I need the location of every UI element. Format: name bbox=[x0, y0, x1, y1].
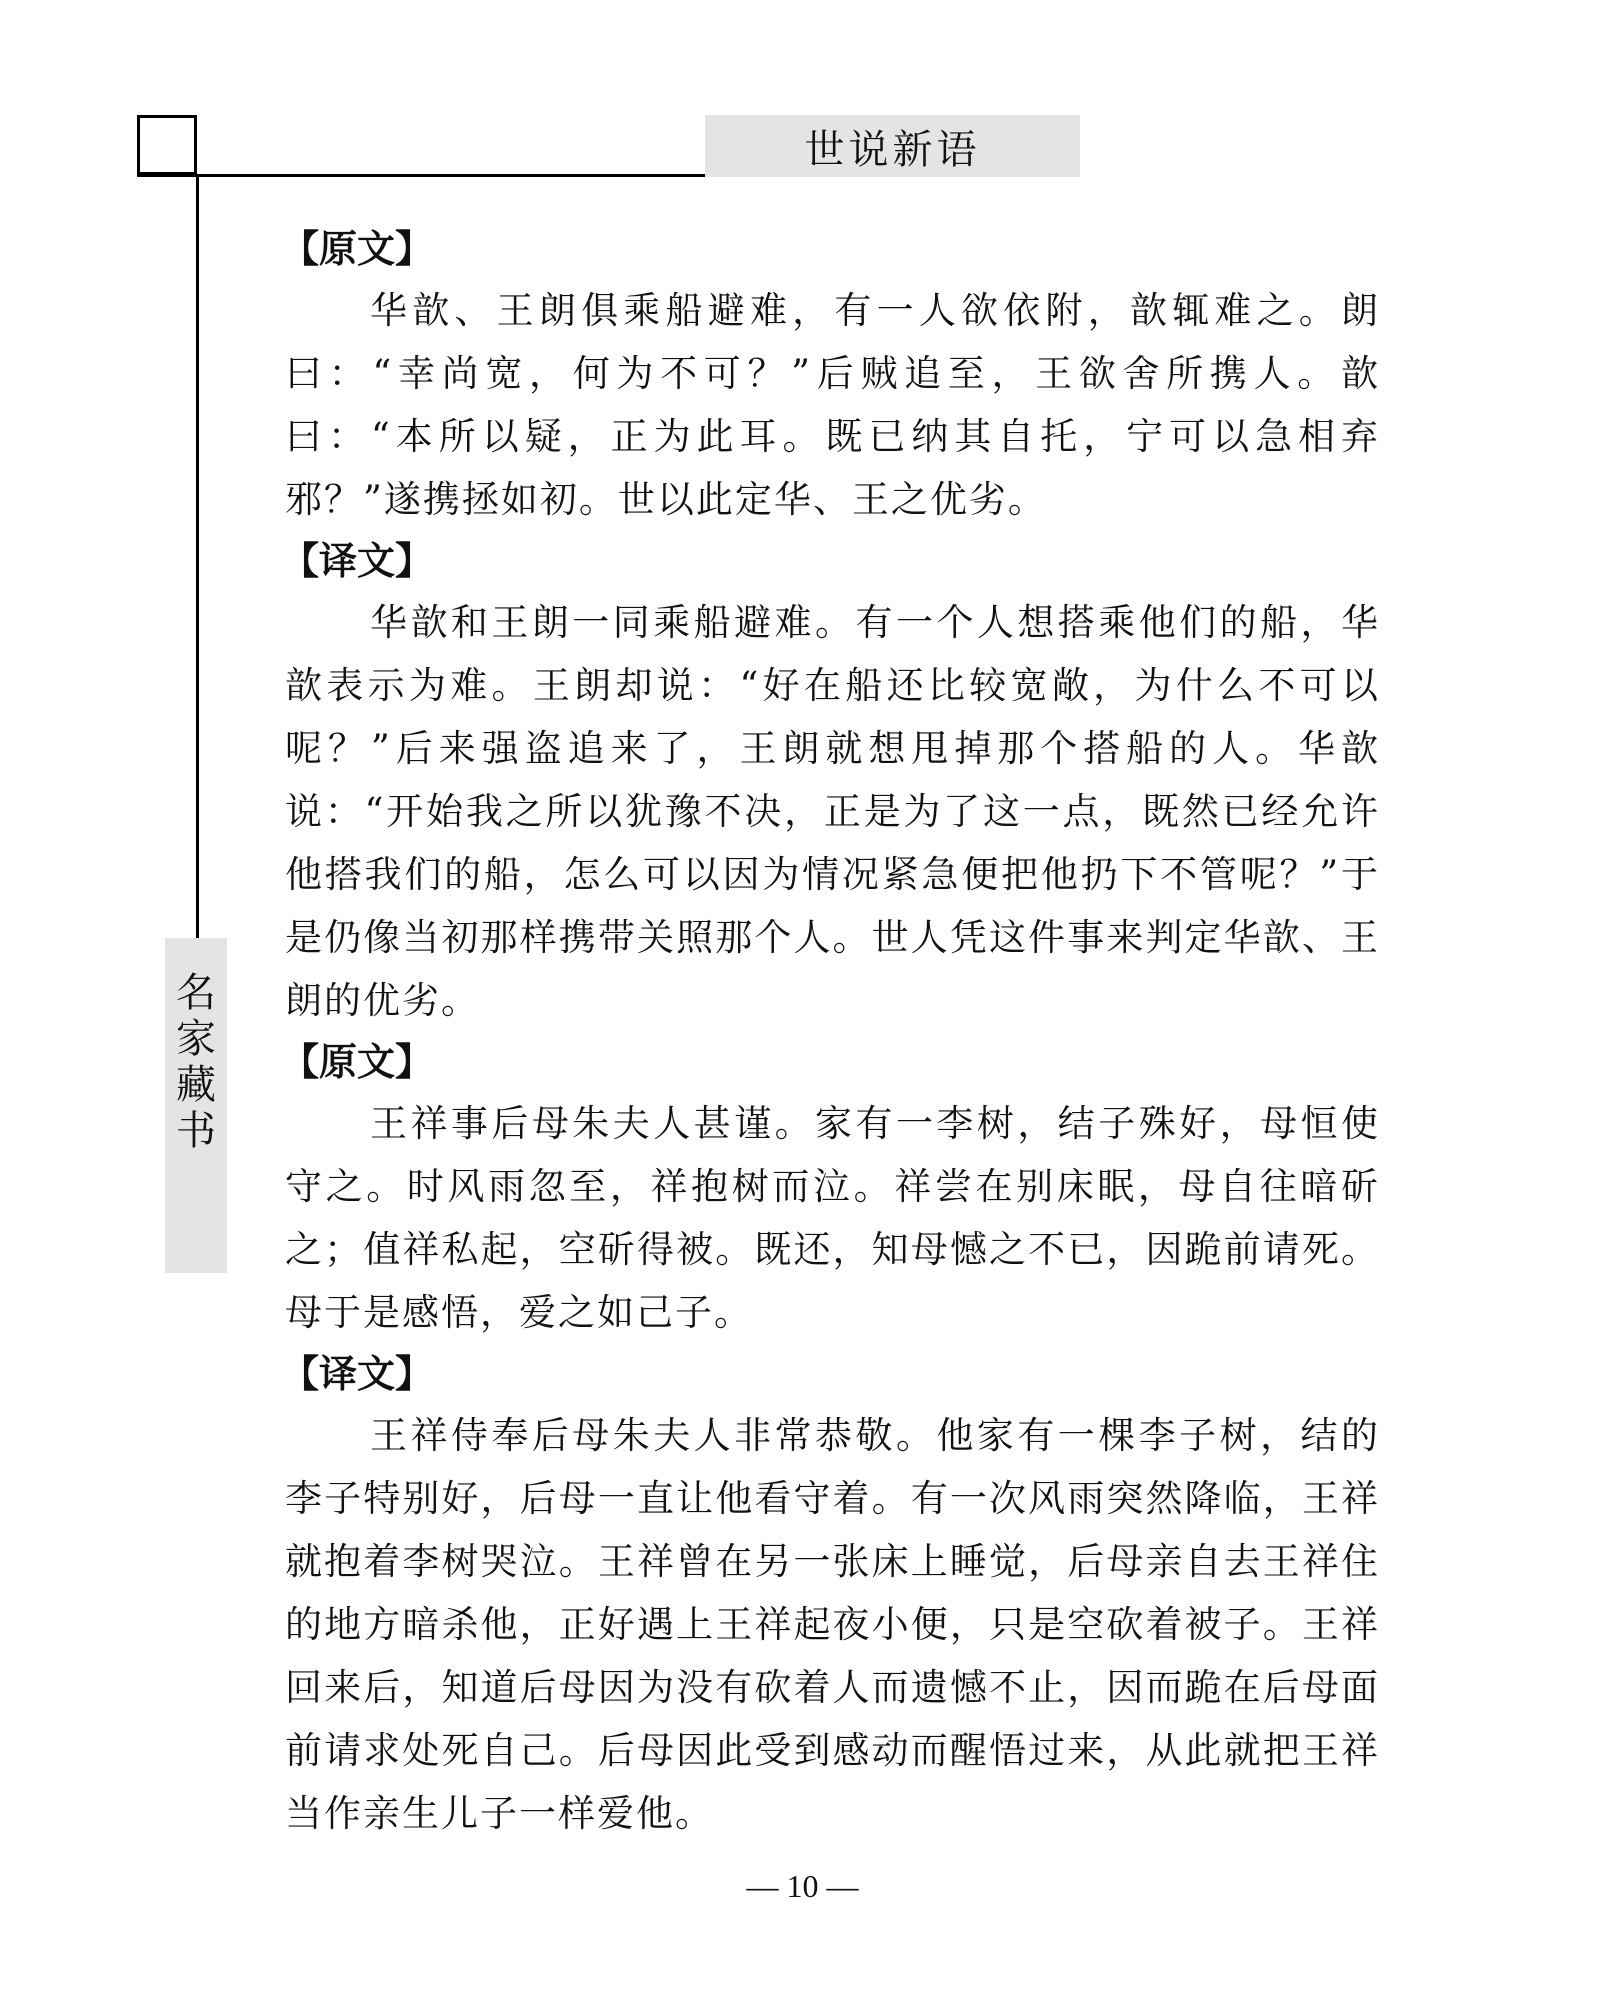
section-text: 王祥事后母朱夫人甚谨。家有一李树，结子殊好，母恒使守之。时风雨忽至，祥抱树而泣。祥尝在别床眠，母自往暗斫之；值祥私起，空斫得被。既还，知母憾之不已，因跪前请死。母于是感悟，爱之如己子。 bbox=[285, 1102, 1380, 1334]
section-text: 王祥侍奉后母朱夫人非常恭敬。他家有一棵李子树，结的李子特别好，后母一直让他看守着。有一次风雨突然降临，王祥就抱着李树哭泣。王祥曾在另一张床上睡觉，后母亲自去王祥住的地方暗杀他，正好遇上王祥起夜小便，只是空砍着被子。王祥回来后，知道后母因为没有砍着人而遗憾不止，因而跪在后母面前请求处死自己。后母因此受到感动而醒悟过来，从此就把王祥当作亲生儿子一样爱他。 bbox=[285, 1414, 1380, 1835]
section-translation-1 bbox=[281, 531, 1380, 1032]
section-text: 华歆和王朗一同乘船避难。有一个人想搭乘他们的船，华歆表示为难。王朗却说：“好在船还比较宽敞，为什么不可以呢？”后来强盗追来了，王朗就想甩掉那个搭船的人。华歆说：“开始我之所以犹豫不决，正是为了这一点，既然已经允许他搭我们的船，怎么可以因为情况紧急便把他扔下不管呢？”于是仍像当初那样携带关照那个人。世人凭这件事来判定华歆、王朗的优劣。 bbox=[285, 601, 1380, 1022]
section-original-2 bbox=[281, 1032, 1380, 1344]
section-label: 【原文】 bbox=[281, 227, 434, 271]
side-tab-char: 名 bbox=[176, 970, 216, 1016]
page-number: — 10 — bbox=[746, 1868, 859, 1904]
section-label: 【译文】 bbox=[281, 1352, 434, 1396]
section-translation-2 bbox=[281, 1344, 1380, 1845]
book-title: 世说新语 bbox=[804, 126, 981, 173]
page-body bbox=[281, 219, 1380, 1845]
side-tab-char: 藏 bbox=[176, 1062, 216, 1108]
section-label: 【译文】 bbox=[281, 539, 434, 583]
header-rule bbox=[137, 174, 705, 177]
side-tab-char: 书 bbox=[176, 1108, 216, 1154]
section-original-1 bbox=[281, 219, 1380, 531]
side-tab-char: 家 bbox=[176, 1016, 216, 1062]
running-header bbox=[705, 115, 1080, 177]
section-label: 【原文】 bbox=[281, 1040, 434, 1084]
section-text: 华歆、王朗俱乘船避难，有一人欲依附，歆辄难之。朗曰：“幸尚宽，何为不可？”后贼追至，王欲舍所携人。歆曰：“本所以疑，正为此耳。既已纳其自托，宁可以急相弃邪？”遂携拯如初。世以此定华、王之优劣。 bbox=[285, 289, 1380, 521]
margin-rule bbox=[196, 175, 199, 938]
series-side-tab bbox=[165, 938, 227, 1273]
corner-frame-box bbox=[137, 115, 197, 175]
